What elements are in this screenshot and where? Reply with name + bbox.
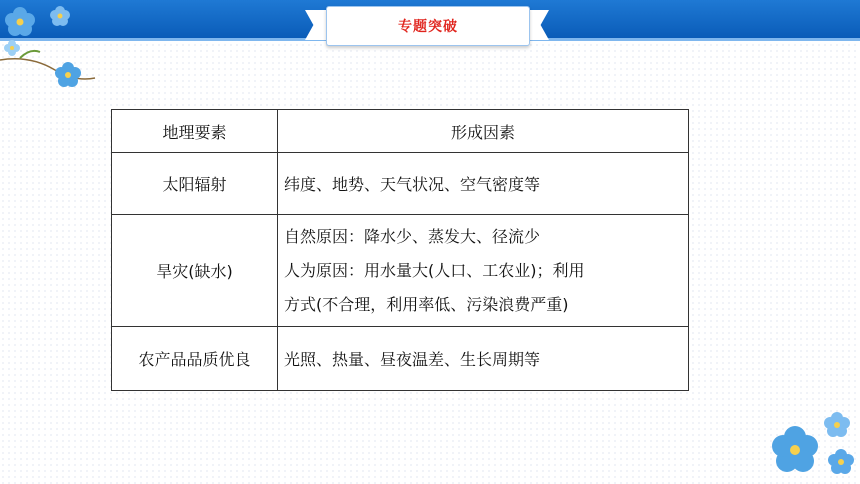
table-row xyxy=(112,153,689,215)
title-ribbon xyxy=(326,6,530,46)
causes-cell xyxy=(278,215,689,327)
causes-cell xyxy=(278,327,689,391)
factors-table xyxy=(111,109,689,391)
cause-line: 方式(不合理，利用率低、污染浪费严重) xyxy=(284,294,569,314)
flower-icon-bottom-right xyxy=(765,400,860,484)
table-row xyxy=(112,215,689,327)
cause-line: 纬度、地势、天气状况、空气密度等 xyxy=(284,175,541,194)
causes-cell xyxy=(278,153,689,215)
geography-factors-table xyxy=(111,109,689,391)
page-title: 专题突破 xyxy=(398,19,458,35)
cause-line: 自然原因：降水少、蒸发大、径流少 xyxy=(284,226,541,246)
cause-line: 人为原因：用水量大(人口、工农业)；利用 xyxy=(284,260,585,280)
table-row xyxy=(112,327,689,391)
cause-line: 光照、热量、昼夜温差、生长周期等 xyxy=(284,350,541,369)
header-causes: 形成因素 xyxy=(278,110,689,153)
header-element: 地理要素 xyxy=(112,110,278,153)
factor-cell: 太阳辐射 xyxy=(112,153,278,215)
factor-cell: 农产品品质优良 xyxy=(112,327,278,391)
flower-icon-top-left xyxy=(0,0,110,100)
table-header-row xyxy=(112,110,689,153)
factor-cell: 旱灾(缺水) xyxy=(112,215,278,327)
